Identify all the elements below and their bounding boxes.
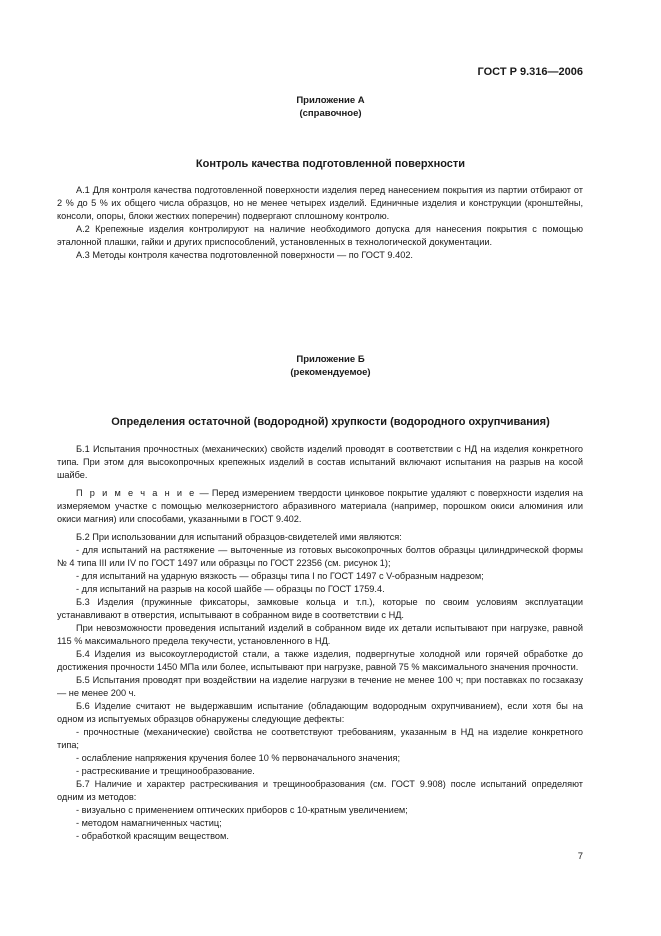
annex-b-paragraph-b7: Б.7 Наличие и характер растрескивания и трещинообразования (см. ГОСТ 9.908) после испытаний определяют одним из методов: (57, 779, 583, 802)
annex-b-b6-item-3: - растрескивание и трещинообразование. (76, 766, 255, 776)
annex-b-b2-item-3: - для испытаний на разрыв на косой шайбе — образцы по ГОСТ 1759.4. (76, 584, 385, 594)
annex-a-paragraph-1: А.1 Для контроля качества подготовленной поверхности изделия перед нанесением покрытия из партии отбирают от 2 % до 5 % их общего числа образцов, но не менее четырех изделий. Единичные изделия и конструкции (кронштейны, консоли, опоры, блоки жестких поперечин) подвергают сплошному контролю. (57, 185, 583, 221)
note-text: — Перед измерением твердости цинковое покрытие удаляют с поверхности изделия на измеряемом участке с помощью мелкозернистого абразивного материала (например, порошком окиси алюминия или окиси магния) или способами, указанными в ГОСТ 9.402. (57, 488, 583, 524)
annex-b-title-line1: Приложение Б (296, 354, 365, 365)
annex-b-paragraph-b5: Б.5 Испытания проводят при воздействии на изделие нагрузки в течение не менее 100 ч; при поставках по госзаказу — не менее 200 ч. (57, 675, 583, 698)
annex-b-b7-item-3: - обработкой красящим веществом. (76, 831, 229, 841)
note-label: П р и м е ч а н и е (76, 488, 197, 498)
annex-b-paragraph-b6: Б.6 Изделие считают не выдержавшим испытание (обладающим водородным охрупчиванием), если хотя бы на одном из испытуемых образцов обнаружены следующие дефекты: (57, 701, 583, 724)
annex-b-paragraph-b4: Б.4 Изделия из высокоуглеродистой стали, а также изделия, подвергнутые холодной или горячей обработке до достижения прочности 1450 МПа или более, испытывают при нагрузке, равной 75 % максимального значения прочности. (57, 649, 583, 672)
annex-b-paragraph-b2: Б.2 При использовании для испытаний образцов-свидетелей ими являются: (76, 532, 402, 542)
annex-b-body (57, 443, 583, 843)
annex-a-title (0, 94, 661, 120)
annex-b-title-line2: (рекомендуемое) (290, 367, 371, 378)
annex-b-b6-item-1: - прочностные (механические) свойства не соответствуют требованиям, указанным в НД на изделие конкретного типа; (57, 727, 583, 750)
annex-a-heading: Контроль качества подготовленной поверхности (195, 158, 466, 170)
annex-b-heading: Определения остаточной (водородной) хрупкости (водородного охрупчивания) (111, 416, 550, 428)
annex-a-title-line1: Приложение А (296, 95, 365, 106)
annex-b-paragraph-b3-continued: При невозможности проведения испытаний изделий в собранном виде их детали испытывают при нагрузке, равной 115 % максимального предела текучести, установленного в НД. (57, 623, 583, 646)
annex-b-paragraph-b1: Б.1 Испытания прочностных (механических) свойств изделий проводят в соответствии с НД на изделия конкретного типа. При этом для высокопрочных крепежных изделий в состав испытаний включают испытания на разрыв на косой шайбе. (57, 444, 583, 480)
annex-a-body (57, 184, 583, 262)
annex-b-b2-item-2: - для испытаний на ударную вязкость — образцы типа I по ГОСТ 1497 с V-образным надрезом; (76, 571, 484, 581)
annex-b-paragraph-b3: Б.3 Изделия (пружинные фиксаторы, замковые кольца и т.п.), которые по своим условиям эксплуатации устанавливают в отверстия, испытывают в собранном виде в соответствии с НД. (57, 597, 583, 620)
annex-a-paragraph-2: А.2 Крепежные изделия контролируют на наличие необходимого допуска для нанесения покрытия с помощью эталонной плашки, гайки и других приспособлений, установленных в технологической документации. (57, 224, 583, 247)
annex-a-title-line2: (справочное) (299, 108, 362, 119)
annex-a-paragraph-3: А.3 Методы контроля качества подготовленной поверхности — по ГОСТ 9.402. (76, 250, 413, 260)
annex-b-note (57, 487, 583, 526)
annex-b-b6-item-2: - ослабление напряжения кручения более 10 % первоначального значения; (76, 753, 401, 763)
annex-b-b2-item-1: - для испытаний на растяжение — выточенные из готовых высокопрочных болтов образцы цилиндрической формы № 4 типа III или IV по ГОСТ 1497 или образцы по ГОСТ 22356 (см. рисунок 1); (57, 545, 583, 568)
document-code-header: ГОСТ Р 9.316—2006 (477, 66, 583, 78)
page-number: 7 (577, 851, 583, 862)
annex-b-b7-item-1: - визуально с применением оптических приборов с 10-кратным увеличением; (76, 805, 408, 815)
annex-b-b7-item-2: - методом намагниченных частиц; (76, 818, 222, 828)
annex-b-title (0, 353, 661, 379)
